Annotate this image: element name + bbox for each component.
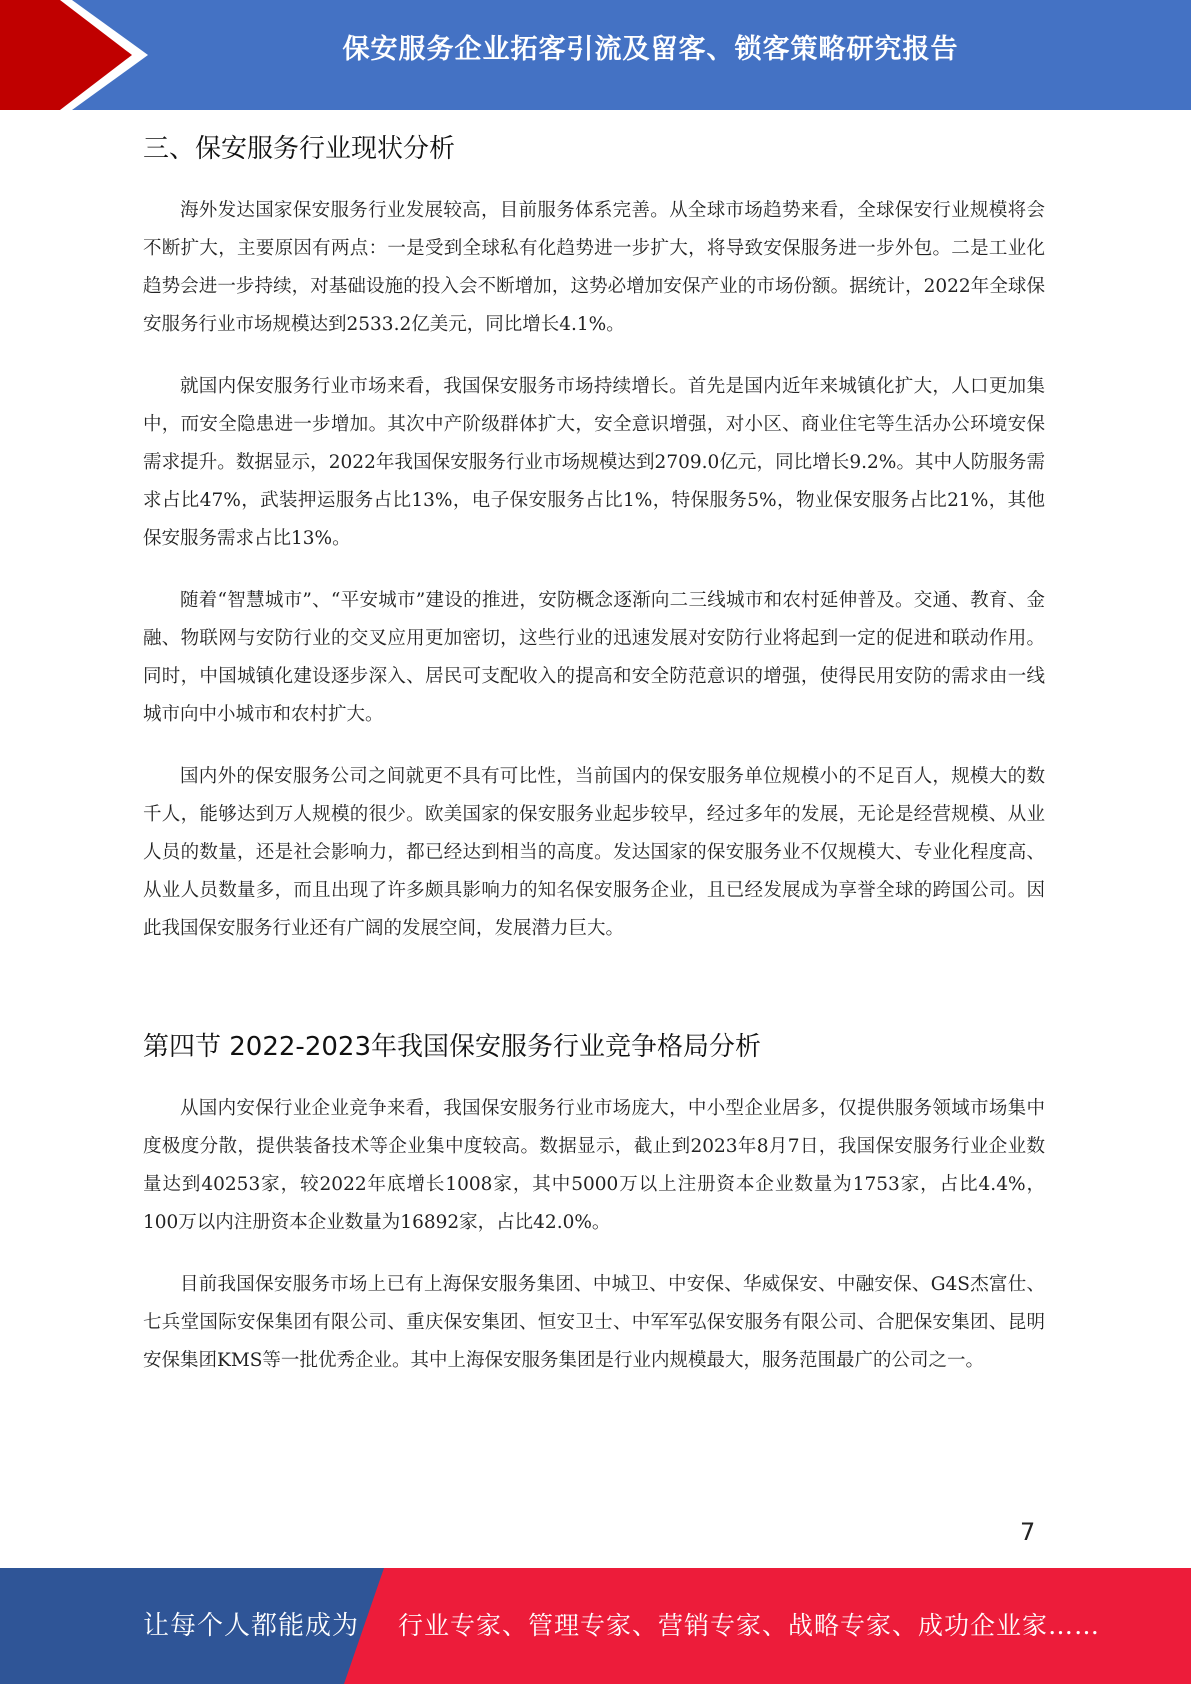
paragraph: 从国内安保行业企业竞争来看，我国保安服务行业市场庞大，中小型企业居多，仅提供服务领域市场集中度极度分散，提供装备技术等企业集中度较高。数据显示，截止到2023年8月7日，我国保安服务行业企业数量达到40253家，较2022年底增长1008家，其中5000万以上注册资本企业数量为1753家，占比4.4%，100万以内注册资本企业数量为16892家，占比42.0%。 — [143, 1098, 1045, 1233]
page-number: 7 — [1020, 1518, 1036, 1546]
paragraph: 就国内保安服务行业市场来看，我国保安服务市场持续增长。首先是国内近年来城镇化扩大，人口更加集中，而安全隐患进一步增加。其次中产阶级群体扩大，安全意识增强，对小区、商业住宅等生活办公环境安保需求提升。数据显示，2022年我国保安服务行业市场规模达到2709.0亿元，同比增长9.2%。其中人防服务需求占比47%，武装押运服务占比13%，电子保安服务占比1%，特保服务5%，物业保安服务占比21%，其他保安服务需求占比13%。 — [143, 376, 1045, 549]
page-content — [143, 128, 1045, 1404]
paragraph: 目前我国保安服务市场上已有上海保安服务集团、中城卫、中安保、华威保安、中融安保、G4S杰富仕、七兵堂国际安保集团有限公司、重庆保安集团、恒安卫士、中军军弘保安服务有限公司、合肥保安集团、昆明安保集团KMS等一批优秀企业。其中上海保安服务集团是行业内规模最大，服务范围最广的公司之一。 — [143, 1274, 1045, 1371]
page-header — [0, 0, 1191, 110]
paragraph: 海外发达国家保安服务行业发展较高，目前服务体系完善。从全球市场趋势来看，全球保安行业规模将会不断扩大，主要原因有两点：一是受到全球私有化趋势进一步扩大，将导致安保服务进一步外包。二是工业化趋势会进一步持续，对基础设施的投入会不断增加，这势必增加安保产业的市场份额。据统计，2022年全球保安服务行业市场规模达到2533.2亿美元，同比增长4.1%。 — [143, 200, 1045, 335]
report-title: 保安服务企业拓客引流及留客、锁客策略研究报告 — [342, 34, 959, 65]
section-heading-competition: 第四节 2022-2023年我国保安服务行业竞争格局分析 — [143, 1032, 761, 1062]
paragraph: 国内外的保安服务公司之间就更不具有可比性，当前国内的保安服务单位规模小的不足百人，规模大的数千人，能够达到万人规模的很少。欧美国家的保安服务业起步较早，经过多年的发展，无论是经营规模、从业人员的数量，还是社会影响力，都已经达到相当的高度。发达国家的保安服务业不仅规模大、专业化程度高、从业人员数量多，而且出现了许多颇具影响力的知名保安服务企业，且已经发展成为享誉全球的跨国公司。因此我国保安服务行业还有广阔的发展空间，发展潜力巨大。 — [143, 766, 1045, 939]
paragraph: 随着“智慧城市”、“平安城市”建设的推进，安防概念逐渐向二三线城市和农村延伸普及。交通、教育、金融、物联网与安防行业的交叉应用更加密切，这些行业的迅速发展对安防行业将起到一定的促进和联动作用。同时，中国城镇化建设逐步深入、居民可支配收入的提高和安全防范意识的增强，使得民用安防的需求由一线城市向中小城市和农村扩大。 — [143, 590, 1045, 725]
footer-slogan-left: 让每个人都能成为 — [143, 1611, 360, 1641]
footer-slogan-right: 行业专家、管理专家、营销专家、战略专家、成功企业家…… — [398, 1611, 1101, 1640]
section-heading-industry-status: 三、保安服务行业现状分析 — [143, 134, 456, 164]
page-footer — [0, 1568, 1191, 1684]
